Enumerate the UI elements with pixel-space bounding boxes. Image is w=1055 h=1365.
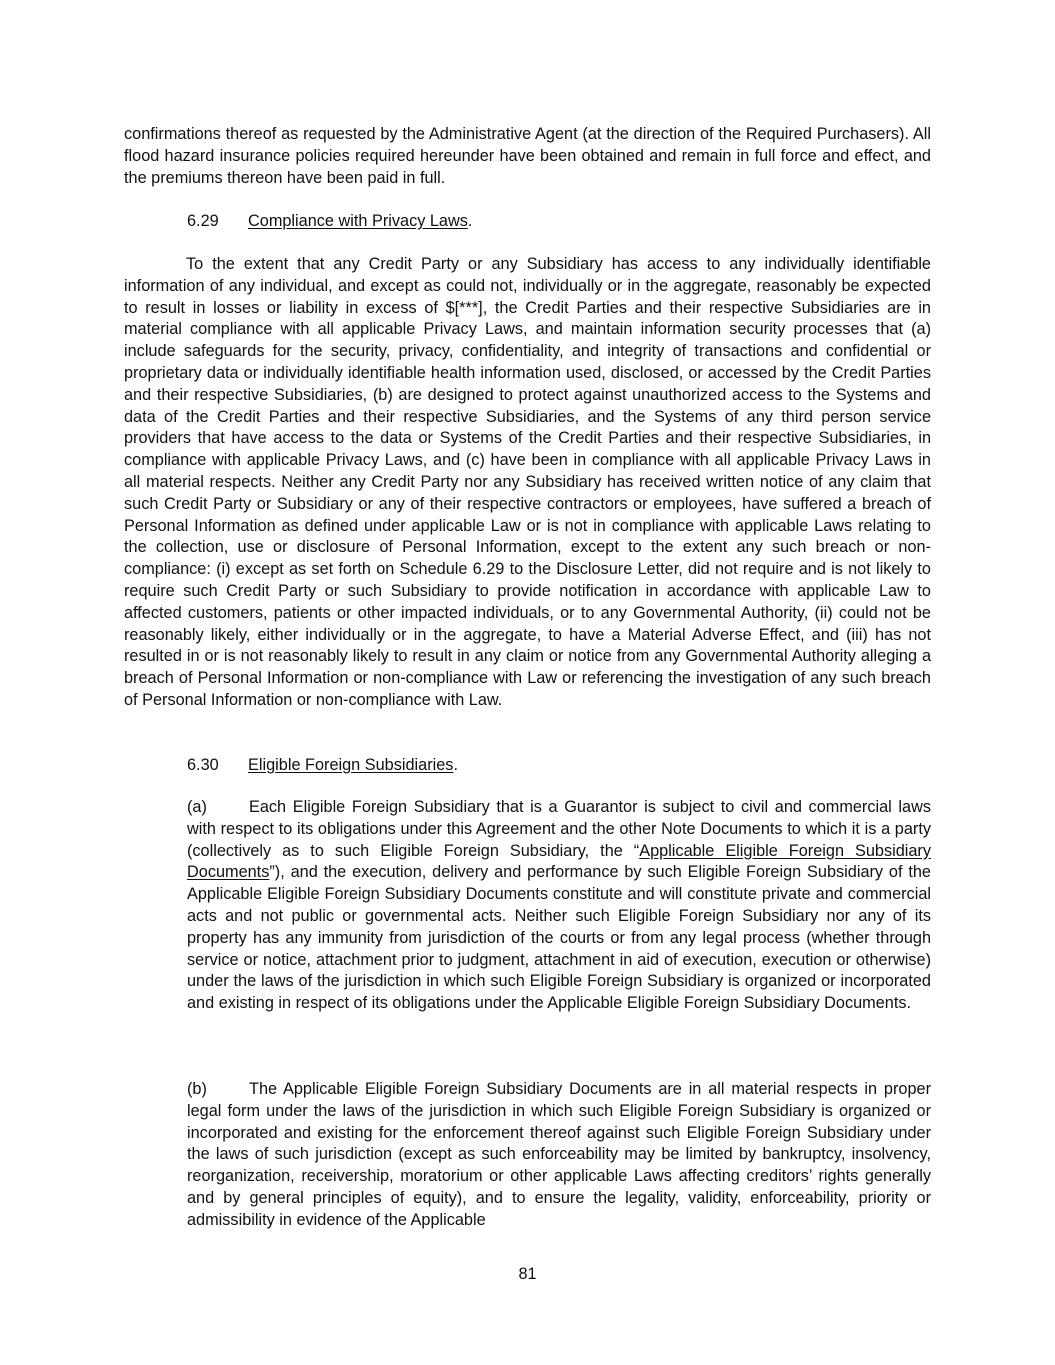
- clause-b-text: The Applicable Eligible Foreign Subsidiary Documents are in all material respects in proper legal form under the laws of the jurisdiction in which such Eligible Foreign Subsidiary is organized or incorporated and existing for the enforcement thereof against such Eligible Foreign Subsidiary under the laws of such jurisdiction (except as such enforceability may be limited by bankruptcy, insolvency, reorganization, receivership, moratorium or other applicable Laws affecting creditors’ rights generally and by general principles of equity), and to ensure the legality, validity, enforceability, priority or admissibility in evidence of the Applicable: [187, 1080, 931, 1229]
- intro-paragraph: confirmations thereof as requested by the Administrative Agent (at the direction of the Required Purchasers). All flood hazard insurance policies required hereunder have been obtained and remain in full force and effect, and the premiums thereon have been paid in full.: [124, 125, 931, 187]
- section-title: Compliance with Privacy Laws: [248, 212, 468, 230]
- clause-b: [187, 1079, 931, 1232]
- clause-a-text-before: Each Eligible Foreign Subsidiary that is a Guarantor is subject to civil and commercial laws with respect to its obligations under this Agreement and the other Note Documents to which it is a party (collectively as to such Eligible Foreign Subsidiary, the “: [187, 798, 931, 860]
- defined-term: Applicable Eligible Foreign Subsidiary Documents: [187, 841, 931, 882]
- section-6-29-heading: [187, 211, 472, 233]
- clause-a: [187, 797, 931, 1015]
- section-number: 6.30: [187, 756, 219, 774]
- clause-label: (a): [187, 798, 207, 816]
- section-6-29-body: [124, 254, 931, 712]
- section-title-suffix: .: [453, 756, 458, 774]
- section-title-suffix: .: [467, 212, 473, 230]
- clause-a-text-after: ”), and the execution, delivery and performance by such Eligible Foreign Subsidiary of the Applicable Eligible Foreign Subsidiary Documents constitute and will constitute private and commercial acts and not public or governmental acts. Neither such Eligible Foreign Subsidiary nor any of its property has any immunity from jurisdiction of the courts or from any legal process (whether through service or notice, attachment prior to judgment, attachment in aid of execution, execution or otherwise) under the laws of the jurisdiction in which such Eligible Foreign Subsidiary is organized or incorporated and existing in respect of its obligations under the Applicable Eligible Foreign Subsidiary Documents.: [187, 863, 931, 1013]
- section-6-29-text: To the extent that any Credit Party or any Subsidiary has access to any individually identifiable information of any individual, and except as could not, individually or in the aggregate, reasonably be expected to result in losses or liability in excess of $[***], the Credit Parties and their respective Subsidiaries are in material compliance with all applicable Privacy Laws, and maintain information security processes that (a) include safeguards for the security, privacy, confidentiality, and integrity of transactions and confidential or proprietary data or individually identifiable health information used, disclosed, or accessed by the Credit Parties and their respective Subsidiaries, (b) are designed to protect against unauthorized access to the Systems and data of the Credit Parties and their respective Subsidiaries, and the Systems of any third person service providers that have access to the data or Systems of the Credit Parties and their respective Subsidiaries, in compliance with applicable Privacy Laws, and (c) have been in compliance with all applicable Privacy Laws in all material respects. Neither any Credit Party nor any Subsidiary has received written notice of any claim that such Credit Party or Subsidiary or any of their respective contractors or employees, have suffered a breach of Personal Information as defined under applicable Law or is not in compliance with applicable Laws relating to the collection, use or disclosure of Personal Information, except to the extent any such breach or non-compliance: (i) except as set forth on Schedule 6.29 to the Disclosure Letter, did not require and is not likely to require such Credit Party or such Subsidiary to provide notification in accordance with applicable Law to affected customers, patients or other impacted individuals, or to any Governmental Authority, (ii) could not be reasonably likely, either individually or in the aggregate, to have a Material Adverse Effect, and (iii) has not resulted in or is not reasonably likely to result in any claim or notice from any Governmental Authority alleging a breach of Personal Information or non-compliance with Law or referencing the investigation of any such breach of Personal Information or non-compliance with Law.: [124, 255, 931, 709]
- section-title: Eligible Foreign Subsidiaries: [248, 756, 454, 774]
- section-6-30-heading: [187, 755, 458, 777]
- page-number: 81: [518, 1265, 537, 1283]
- section-number: 6.29: [187, 212, 219, 230]
- clause-label: (b): [187, 1080, 207, 1098]
